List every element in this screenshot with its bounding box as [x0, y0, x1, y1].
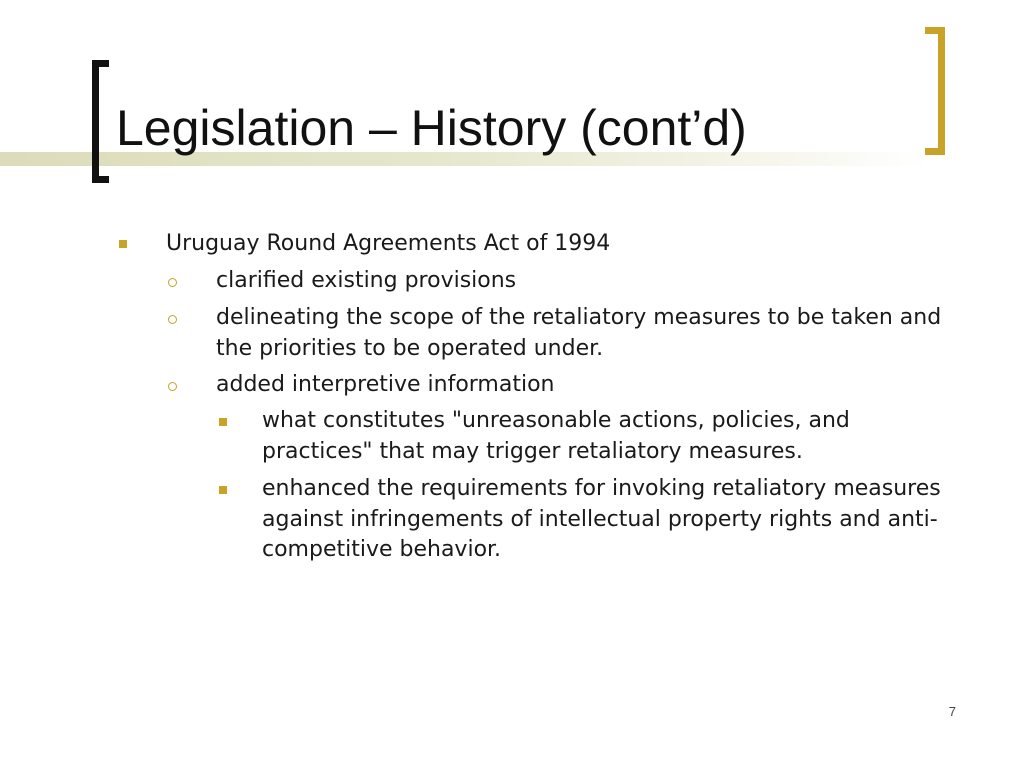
- circle-bullet-icon: [168, 278, 177, 287]
- bullet-level3: enhanced the requirements for invoking retaliatory measures against infringements of intellectual property rights and anti-competitive behavior.: [262, 476, 941, 562]
- circle-bullet-icon: [168, 382, 177, 391]
- page-number: 7: [948, 704, 956, 719]
- bullet-level1: Uruguay Round Agreements Act of 1994: [166, 231, 611, 256]
- slide-title: Legislation – History (cont’d): [116, 100, 747, 156]
- bullet-level2: clarified existing provisions: [216, 268, 517, 293]
- bullet-level2: added interpretive information: [216, 372, 555, 397]
- circle-bullet-icon: [168, 315, 177, 324]
- square-bullet-icon: [219, 486, 227, 494]
- bullet-level2: delineating the scope of the retaliatory measures to be taken and the priorities to be operated under.: [216, 305, 942, 361]
- square-bullet-icon: [119, 240, 127, 248]
- bullet-level3: what constitutes "unreasonable actions, policies, and practices" that may trigger retaliatory measures.: [262, 408, 850, 464]
- square-bullet-icon: [219, 418, 227, 426]
